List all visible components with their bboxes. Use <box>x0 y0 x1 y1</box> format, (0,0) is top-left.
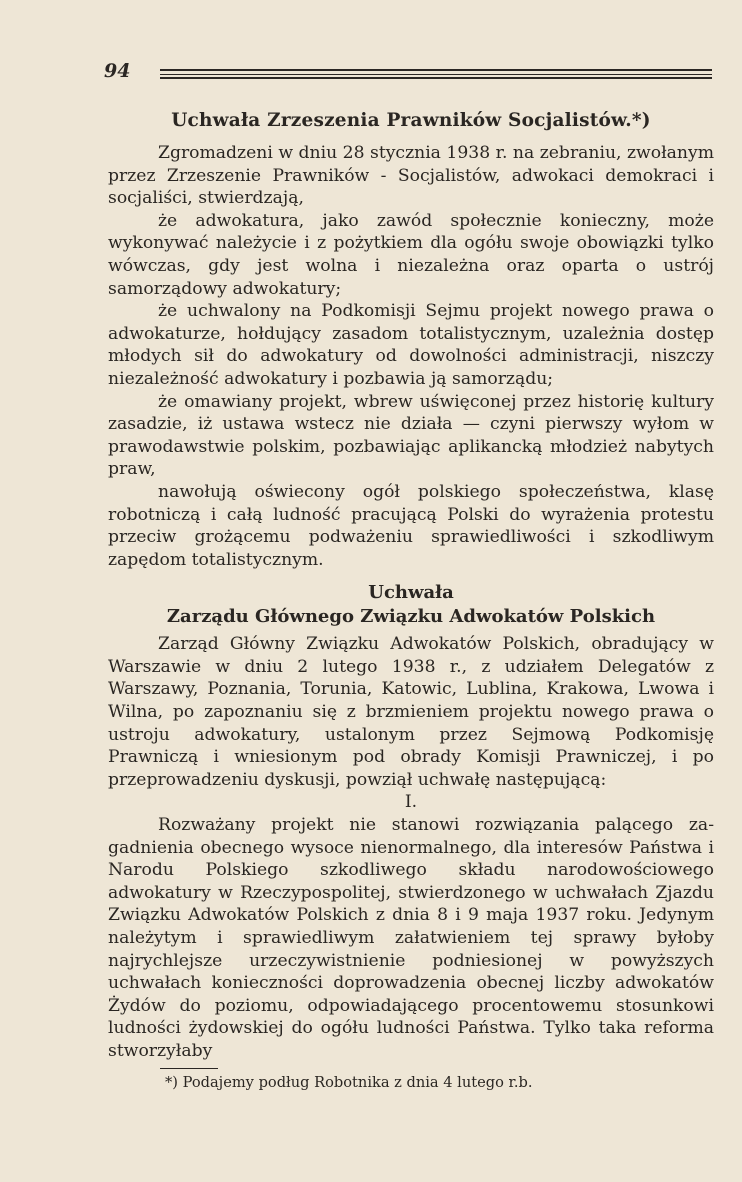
resolution-subheading: Zarządu Głównego Związku Adwokatów Polskich <box>166 606 656 628</box>
section-numeral: I. <box>404 792 418 813</box>
paragraph: Zgromadzeni w dniu 28 stycznia 1938 r. na zebraniu, zwołanym przez Zrzeszenie Prawników - Socjalistów, adwokaci demokraci i socjaliści, stwierdzają, <box>108 143 714 209</box>
paragraph: że uchwalony na Podkomisji Sejmu projekt nowego prawa o adwokaturze, hołdujący zasadom totalistycznym, uzależnia dostęp młodych sił do adwokatury od dowolności administracji, niszczy niezależność adwokatury i pozbawia ją samorządu; <box>108 301 714 389</box>
header-rule <box>160 77 712 79</box>
resolution-heading: Uchwała <box>368 582 454 604</box>
body-text <box>108 110 714 1063</box>
page-number: 94 <box>104 60 131 82</box>
paragraph: Rozważany projekt nie stanowi rozwiązania palącego zagadnienia obecnego wysoce nienormalnego, dla interesów Państwa i Narodu Polskiego szkodliwego składu narodowościowego adwokatury w Rzeczypospolitej, stwierdzonego w uchwałach Zjazdu Związku Adwokatów Polskich z dnia 8 i 9 maja 1937 roku. Jedynym należytym i sprawiedliwym załatwieniem tej sprawy byłoby najrychlejsze urzeczywistnienie podniesionej w powyższych uchwałach konieczności doprowadzenia obecnej liczby adwokatów Żydów do poziomu, odpowiadającego procentowemu stosunkowi ludności żydowskiej do ogółu ludności Państwa. Tylko taka reforma stworzyłaby <box>108 815 714 1061</box>
header-rule <box>160 69 712 71</box>
paragraph: nawołują oświecony ogół polskiego społeczeństwa, klasę robotniczą i całą ludność pracującą Polski do wyrażenia protestu przeciw grożącemu podważeniu sprawiedliwości i szkodliwym zapędom totalistycznym. <box>108 481 714 570</box>
paragraph: że adwokatura, jako zawód społecznie konieczny, może wykonywać należycie i z pożytkiem dla ogółu swoje obowiązki tylko wówczas, gdy jest wolna i niezależna oraz oparta o ustrój samorządowy adwokatury; <box>108 210 714 299</box>
resolution-title: Uchwała Zrzeszenia Prawników Socjalistów.*) <box>171 110 651 131</box>
footnote: *) Podajemy podług Robotnika z dnia 4 lutego r.b. <box>165 1074 533 1091</box>
header-rule <box>160 74 712 75</box>
footnote-rule <box>160 1068 218 1069</box>
paragraph: Zarząd Główny Związku Adwokatów Polskich, obradujący w Warszawie w dniu 2 lutego 1938 r., z udziałem Delegatów z Warszawy, Poznania, Torunia, Katowic, Lublina, Krakowa, Lwowa i Wilna, po zapoznaniu się z brzmieniem projektu nowego prawa o ustroju adwokatury, ustalonym przez Sejmową Podkomisję Prawniczą i wniesionym pod obrady Komisji Prawniczej, i po przeprowadzeniu dyskusji, powziął uchwałę następującą: <box>108 634 714 790</box>
paragraph: że omawiany projekt, wbrew uświęconej przez historię kultury zasadzie, iż ustawa wstecz nie działa — czyni pierwszy wyłom w prawodawstwie polskim, pozbawiając aplikancką młodzież nabytych praw, <box>108 391 714 480</box>
